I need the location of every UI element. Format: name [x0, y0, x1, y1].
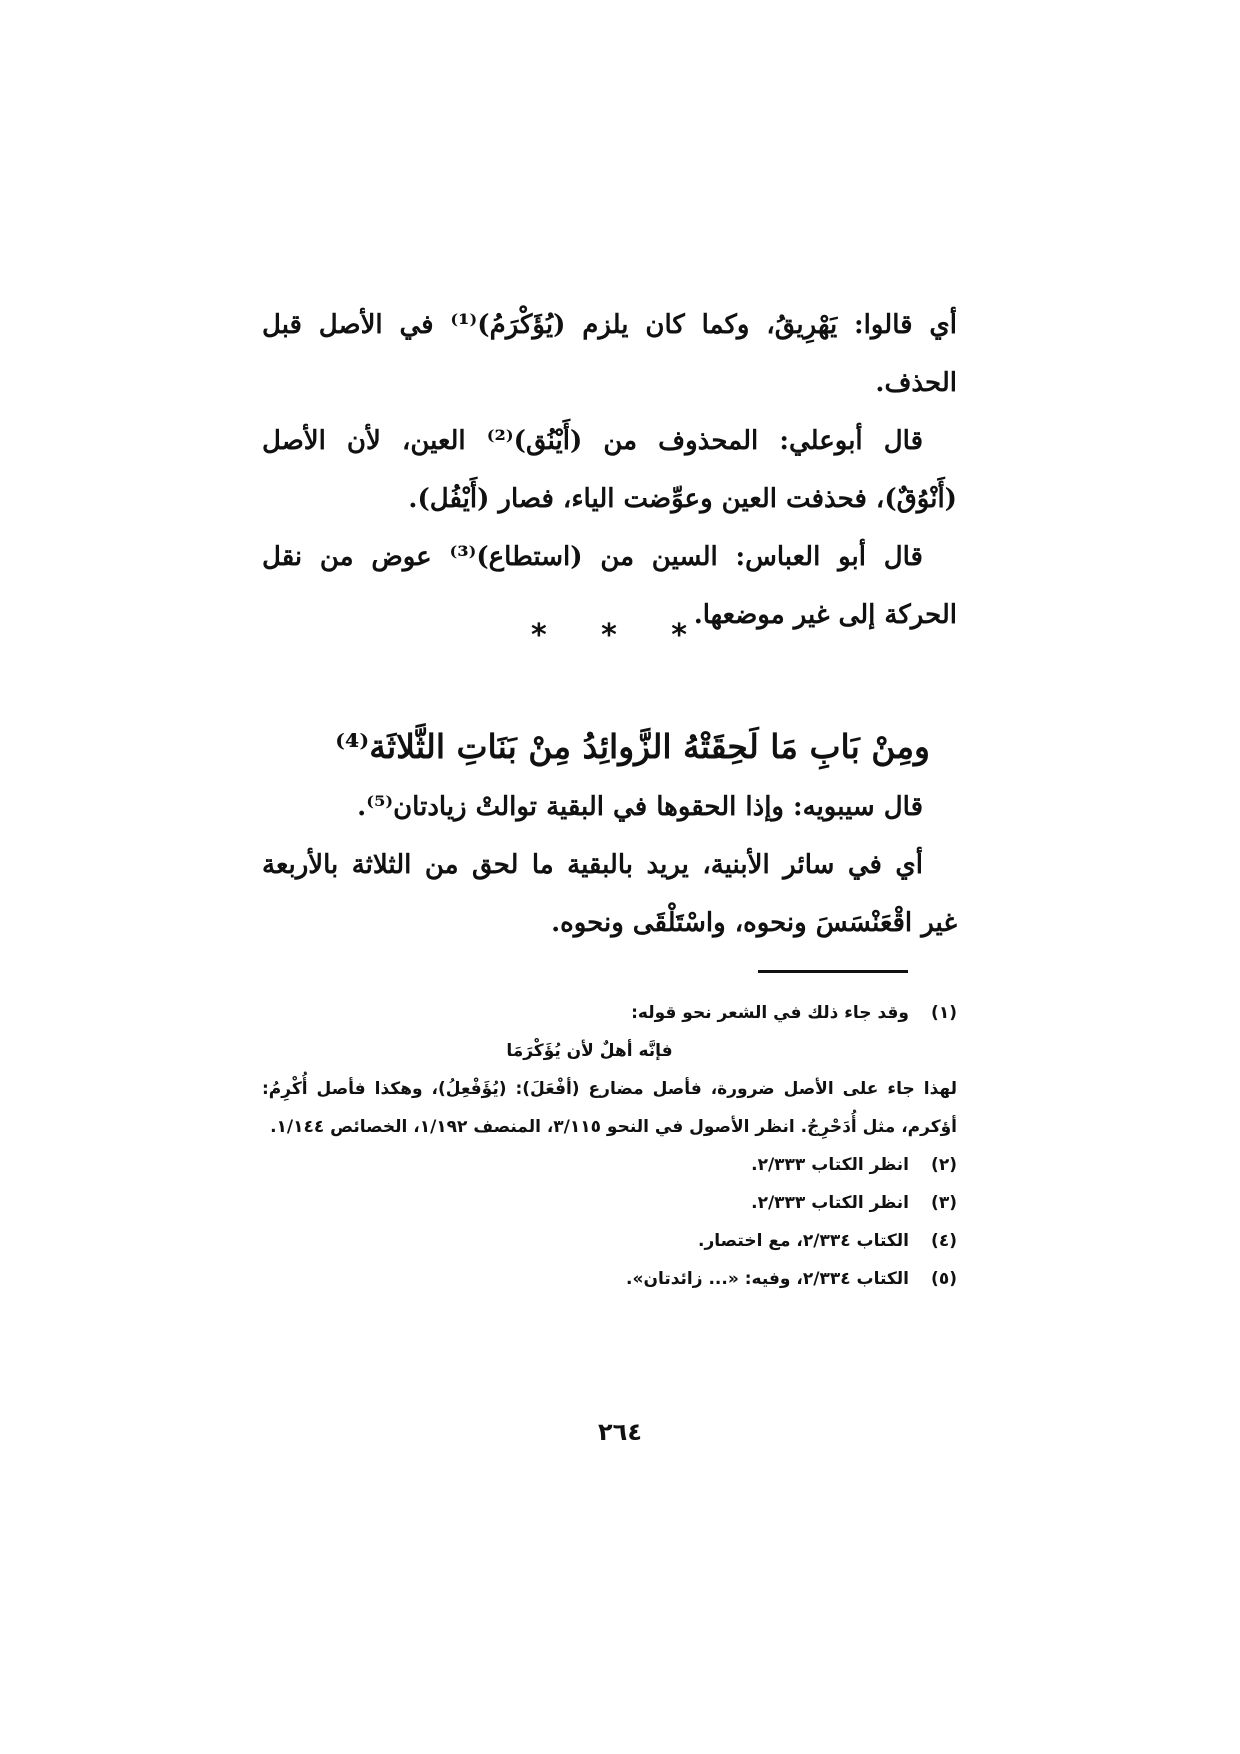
footnote-1-number: (١): [931, 1003, 957, 1023]
body-text-section: [262, 778, 957, 952]
footnote-separator: [758, 970, 908, 973]
section-paragraph-1: قال سيبويه: وإذا الحقوها في البقية توالتْ زيادتان⁽⁵⁾.: [357, 792, 923, 822]
paragraph-2: قال أبوعلي: المحذوف من (أَيْنُق)⁽²⁾ العين، لأن الأصل (أَنْوُقٌ)، فحذفت العين وعوِّضت الياء، فصار (أَيْفُل).: [262, 426, 957, 514]
footnote-2-number: (٢): [931, 1155, 957, 1175]
section-paragraph-2: أي في سائر الأبنية، يريد بالبقية ما لحق من الثلاثة بالأربعة غير اقْعَنْسَسَ ونحوه، واسْتَلْقَى ونحوه.: [262, 850, 957, 938]
footnote-1-continuation: لهذا جاء على الأصل ضرورة، فأصل مضارع (أفْعَلَ): (يُؤَفْعِلُ)، وهكذا فأصل أُكْرِمُ: أؤكرم، مثل أُدَحْرِجُ. انظر الأصول في النحو ٣/١١٥، المنصف ١/١٩٢، الخصائص ١/١٤٤.: [262, 1079, 957, 1137]
footnote-5: [262, 1260, 957, 1298]
section-divider-stars: * * *: [531, 618, 709, 653]
footnotes: [262, 994, 957, 1298]
page-number: ٢٦٤: [598, 1418, 642, 1446]
section-heading: ومِنْ بَابِ مَا لَحِقَتْهُ الزَّوائِدُ مِنْ بَنَاتِ الثَّلاثَة⁽⁴⁾: [335, 727, 930, 766]
paragraph-3: قال أبو العباس: السين من (استطاع)⁽³⁾ عوض من نقل الحركة إلى غير موضعها.: [262, 542, 957, 630]
body-text-top: [262, 296, 957, 644]
footnote-2: [262, 1146, 957, 1184]
footnote-3: [262, 1184, 957, 1222]
footnote-1: [262, 994, 957, 1032]
footnote-4-text: الكتاب ٢/٣٣٤، مع اختصار.: [698, 1231, 909, 1251]
footnote-4-number: (٤): [931, 1231, 957, 1251]
footnote-3-text: انظر الكتاب ٢/٣٣٣.: [751, 1193, 909, 1213]
footnote-5-text: الكتاب ٢/٣٣٤، وفيه: «... زائدتان».: [626, 1269, 909, 1289]
footnote-4: [262, 1222, 957, 1260]
paragraph-1: أي قالوا: يَهْرِيقُ، وكما كان يلزم (يُؤَكْرَمُ)⁽¹⁾ في الأصل قبل الحذف.: [262, 310, 957, 398]
footnote-1-verse: فإنَّه أهلٌ لأن يُؤَكْرَمَا: [506, 1041, 673, 1061]
footnote-1-intro: وقد جاء ذلك في الشعر نحو قوله:: [631, 1003, 909, 1023]
footnote-5-number: (٥): [931, 1269, 957, 1289]
footnote-2-text: انظر الكتاب ٢/٣٣٣.: [751, 1155, 909, 1175]
footnote-3-number: (٣): [931, 1193, 957, 1213]
